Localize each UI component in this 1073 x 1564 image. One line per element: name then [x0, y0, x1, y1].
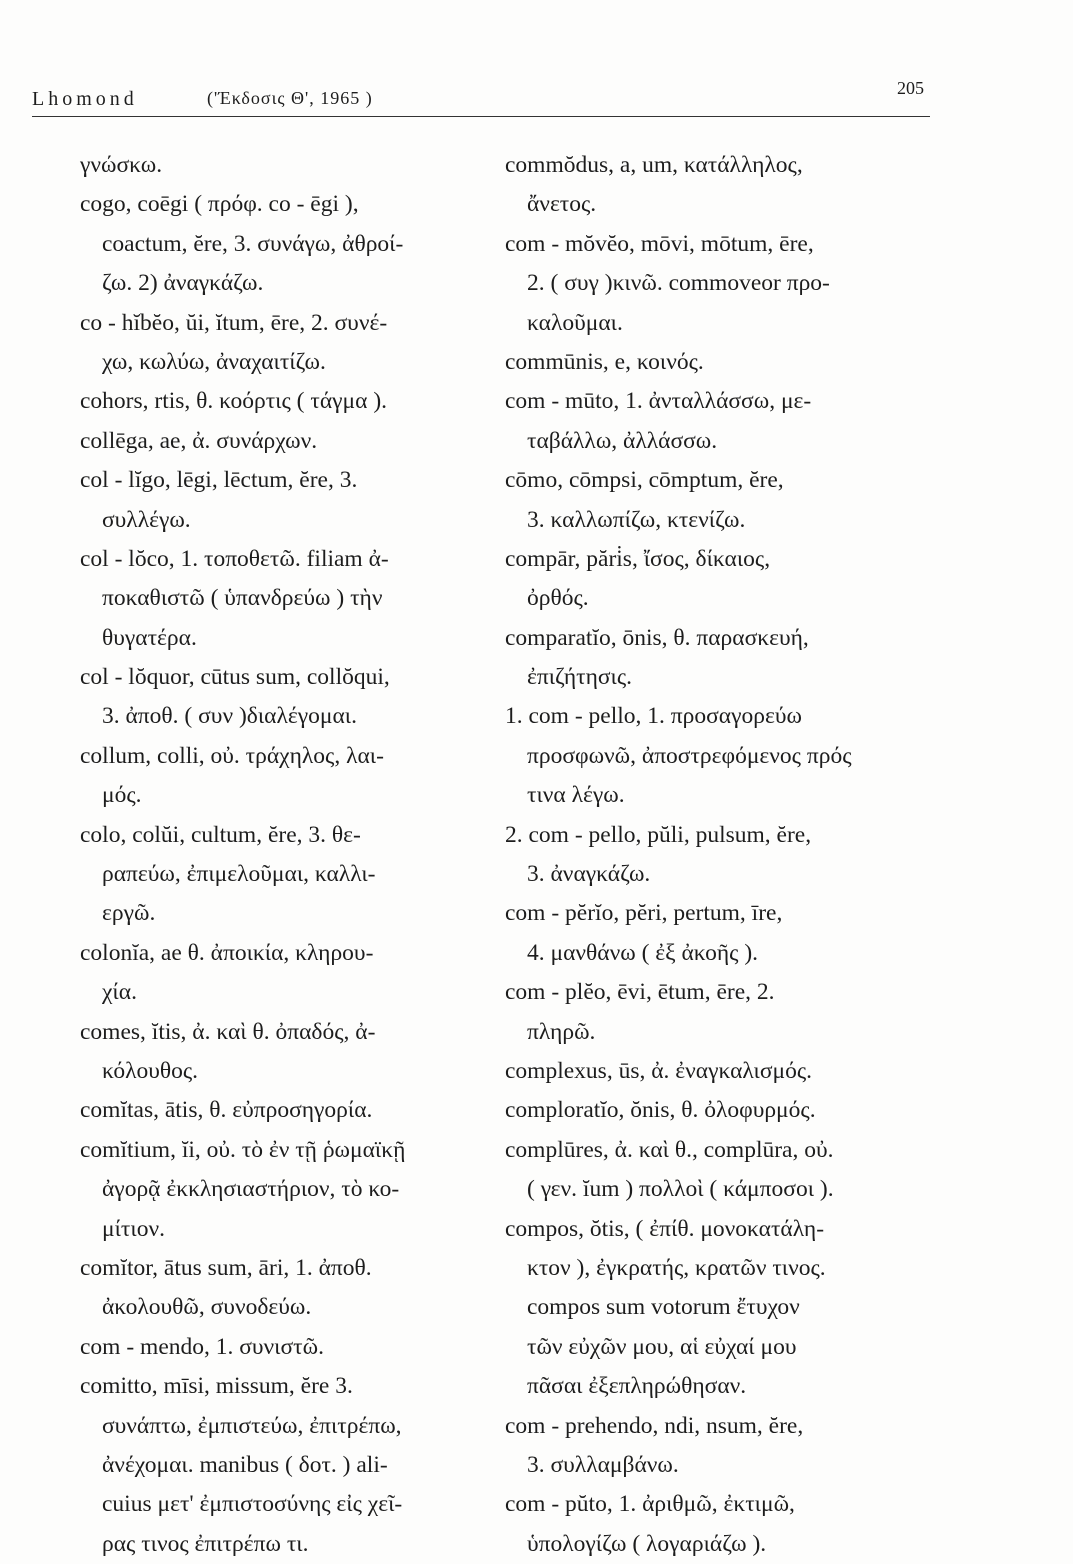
- entry-headword-line: comparatĭo, ōnis, θ. παρασκευή,: [505, 624, 809, 651]
- entry-headword-line: col - lŏco, 1. τοποθετῶ. filiam ἀ-: [80, 545, 389, 572]
- entry-continuation-line: coactum, ĕre, 3. συνάγω, ἀθροί-: [102, 230, 404, 257]
- entry-continuation-line: τινα λέγω.: [527, 782, 625, 809]
- entry-headword-line: col - lĭgo, lēgi, lēctum, ĕre, 3.: [80, 467, 358, 494]
- entry-headword-line: com - mendo, 1. συνιστῶ.: [80, 1333, 324, 1360]
- entry-continuation-line: μίτιον.: [102, 1215, 165, 1242]
- entry-headword-line: 2. com - pello, pŭli, pulsum, ĕre,: [505, 821, 812, 848]
- entry-headword-line: comĭtas, ātis, θ. εὐπροσηγορία.: [80, 1097, 373, 1124]
- entry-headword-line: complūres, ἀ. καὶ θ., complūra, οὐ.: [505, 1136, 834, 1163]
- header-rule: [32, 116, 930, 117]
- entry-headword-line: com - plĕo, ēvi, ētum, ēre, 2.: [505, 979, 775, 1006]
- entry-continuation-line: χία.: [102, 979, 137, 1006]
- entry-headword-line: com - mŏvĕo, mōvi, mōtum, ēre,: [505, 230, 814, 257]
- entry-headword-line: collum, colli, οὐ. τράχηλος, λαι-: [80, 742, 384, 769]
- entry-headword-line: com - prehendo, ndi, nsum, ĕre,: [505, 1412, 804, 1439]
- entry-continuation-line: ὑπολογίζω ( λογαριάζω ).: [527, 1530, 767, 1557]
- header-author: Lhomond: [32, 88, 138, 110]
- entry-continuation-line: cuius μετ' ἐμπιστοσύνης εἰς χεῖ-: [102, 1491, 403, 1518]
- entry-continuation-line: ἀγορᾷ ἐκκλησιαστήριον, τὸ κο-: [102, 1176, 400, 1203]
- entry-headword-line: complexus, ūs, ἀ. ἐναγκαλισμός.: [505, 1057, 813, 1084]
- entry-continuation-line: 3. ἀποθ. ( συν )διαλέγομαι.: [102, 703, 357, 730]
- entry-continuation-line: πληρῶ.: [527, 1018, 596, 1045]
- entry-continuation-line: θυγατέρα.: [102, 624, 197, 651]
- entry-continuation-line: ραπεύω, ἐπιμελοῦμαι, καλλι-: [102, 861, 376, 888]
- entry-continuation-line: εργῶ.: [102, 900, 156, 927]
- entry-headword-line: collēga, ae, ἀ. συνάρχων.: [80, 427, 318, 454]
- entry-headword-line: cōmo, cōmpsi, cōmptum, ĕre,: [505, 467, 784, 494]
- entry-headword-line: cogo, coēgi ( πρόφ. co - ēgi ),: [80, 191, 359, 218]
- entry-continuation-line: μός.: [102, 782, 142, 809]
- entry-continuation-line: 3. ἀναγκάζω.: [527, 861, 651, 888]
- entry-headword-line: commūnis, e, κοινός.: [505, 348, 704, 375]
- entry-headword-line: comitto, mīsi, missum, ĕre 3.: [80, 1373, 353, 1400]
- entry-headword-line: colo, colŭi, cultum, ĕre, 3. θε-: [80, 821, 361, 848]
- entry-continuation-line: κόλουθος.: [102, 1057, 199, 1084]
- entry-continuation-line: ἐπιζήτησις.: [527, 664, 633, 691]
- entry-continuation-line: ρας τινος ἐπιτρέπω τι.: [102, 1530, 309, 1557]
- entry-continuation-line: ταβάλλω, ἀλλάσσω.: [527, 427, 718, 454]
- entry-continuation-line: 4. μανθάνω ( ἐξ ἀκοῆς ).: [527, 939, 759, 966]
- entry-headword-line: comĭtium, ĭi, οὐ. τὸ ἐν τῇ ῥωμαϊκῇ: [80, 1136, 406, 1163]
- entry-headword-line: colonĭa, ae θ. ἀποικία, κληρου-: [80, 939, 374, 966]
- header-edition: ('Έκδοσις Θ', 1965 ): [207, 88, 373, 108]
- entry-headword-line: co - hĭbĕo, ŭi, ĭtum, ēre, 2. συνέ-: [80, 309, 388, 336]
- entry-headword-line: com - mūto, 1. ἀνταλλάσσω, με-: [505, 388, 812, 415]
- entry-continuation-line: compos sum votorum ἔτυχον: [527, 1294, 800, 1321]
- entry-continuation-line: ( γεν. ĭum ) πολλοὶ ( κάμποσοι ).: [527, 1176, 834, 1203]
- entry-continuation-line: 3. καλλωπίζω, κτενίζω.: [527, 506, 746, 533]
- entry-continuation-line: κτον ), ἐγκρατής, κρατῶν τινος.: [527, 1254, 826, 1281]
- page-number: 205: [897, 78, 924, 98]
- running-header: [32, 78, 924, 118]
- entry-continuation-line: συλλέγω.: [102, 506, 191, 533]
- entry-continuation-line: ἀνέχομαι. manibus ( δοτ. ) ali-: [102, 1451, 388, 1478]
- entry-continuation-line: προσφωνῶ, ἀποστρεφόμενος πρός: [527, 742, 852, 769]
- left-column: [80, 146, 500, 1564]
- entry-headword-line: com - pŭto, 1. ἀριθμῶ, ἐκτιμῶ,: [505, 1491, 795, 1518]
- entry-headword-line: 1. com - pello, 1. προσαγορεύω: [505, 703, 802, 730]
- entry-continuation-line: ἀκολουθῶ, συνοδεύω.: [102, 1294, 312, 1321]
- entry-headword-line: com - pĕrĭo, pĕri, pertum, īre,: [505, 900, 783, 927]
- entry-continuation-line: πᾶσαι ἐξεπληρώθησαν.: [527, 1373, 747, 1400]
- entry-headword-line: compār, pări̇s, ἴσος, δίκαιος,: [505, 545, 771, 572]
- entry-headword-line: comes, ĭtis, ἀ. καὶ θ. ὀπαδός, ἀ-: [80, 1018, 376, 1045]
- entry-continuation-line: ζω. 2) ἀναγκάζω.: [102, 270, 264, 297]
- entry-continuation-line: ποκαθιστῶ ( ὑπανδρεύω ) τὴν: [102, 585, 383, 612]
- entry-continuation-line: ὀρθός.: [527, 585, 589, 612]
- right-column: [505, 146, 945, 1564]
- entry-continuation-line: χω, κωλύω, ἀναχαιτίζω.: [102, 348, 326, 375]
- entry-headword-line: commŏdus, a, um, κατάλληλος,: [505, 152, 803, 178]
- entry-continuation-line: ἄνετος.: [527, 191, 597, 218]
- entry-headword-line: col - lŏquor, cūtus sum, collŏqui,: [80, 664, 390, 691]
- entry-headword-line: comploratĭo, ŏnis, θ. ὀλοφυρμός.: [505, 1097, 816, 1124]
- entry-headword-line: γνώσκω.: [80, 152, 163, 178]
- entry-headword-line: comĭtor, ātus sum, āri, 1. ἀποθ.: [80, 1254, 372, 1281]
- entry-headword-line: compos, ŏtis, ( ἐπίθ. μονοκατάλη-: [505, 1215, 825, 1242]
- entry-continuation-line: 3. συλλαμβάνω.: [527, 1451, 679, 1478]
- entry-continuation-line: καλοῦμαι.: [527, 309, 623, 336]
- entry-continuation-line: τῶν εὐχῶν μου, αἱ εὐχαί μου: [527, 1333, 797, 1360]
- entry-continuation-line: 2. ( συγ )κινῶ. commoveor προ-: [527, 270, 830, 297]
- entry-continuation-line: συνάπτω, ἐμπιστεύω, ἐπιτρέπω,: [102, 1412, 402, 1439]
- entry-headword-line: cohors, rtis, θ. κοόρτις ( τάγμα ).: [80, 388, 388, 415]
